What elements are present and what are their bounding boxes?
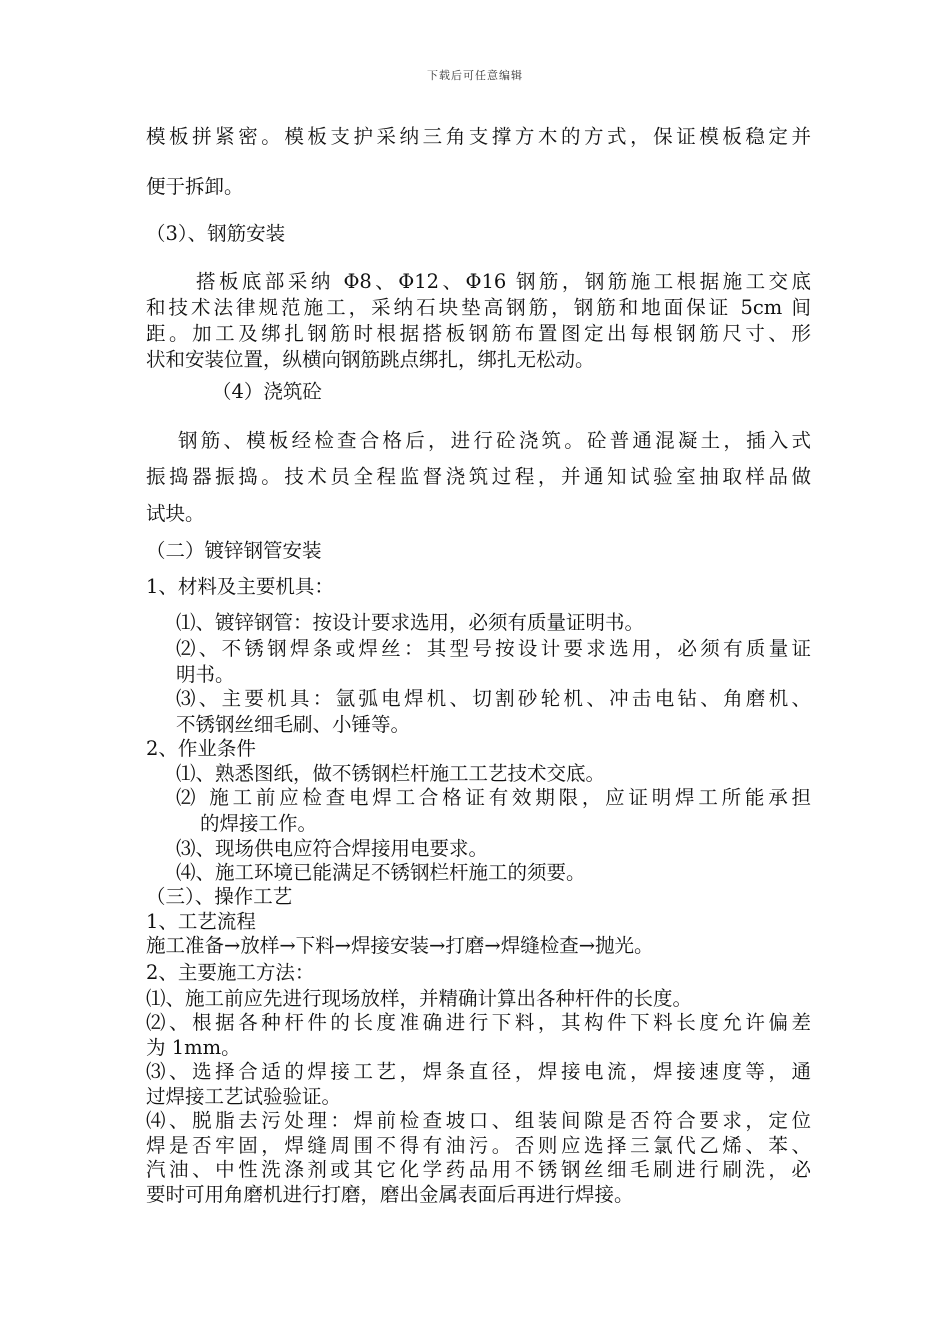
paragraph-line: 便于拆卸。: [146, 175, 244, 198]
list-item: ⑴、熟悉图纸，做不锈钢栏杆施工工艺技术交底。: [176, 762, 606, 785]
list-item: ⑵、根据各种杆件的长度准确进行下料，其构件下料长度允许偏差: [146, 1011, 811, 1034]
list-item: ⑵、不锈钢焊条或焊丝：其型号按设计要求选用，必须有质量证: [176, 637, 811, 660]
paragraph-line: 搭板底部采纳 Φ8、Φ12、Φ16 钢筋，钢筋施工根据施工交底: [196, 270, 811, 293]
subsection-heading: 1、工艺流程: [146, 910, 256, 933]
paragraph-line: 和技术法律规范施工，采纳石块垫高钢筋，钢筋和地面保证 5cm 间: [146, 296, 811, 319]
list-item-continuation: 过焊接工艺试验验证。: [146, 1085, 342, 1108]
paragraph-line: 振捣器振捣。技术员全程监督浇筑过程，并通知试验室抽取样品做: [146, 465, 811, 488]
subsection-heading: 2、作业条件: [146, 737, 256, 760]
section-heading: （三）、操作工艺: [146, 885, 293, 908]
list-item: ⑵ 施工前应检查电焊工合格证有效期限，应证明焊工所能承担: [176, 786, 811, 809]
list-item-continuation: 不锈钢丝细毛刷、小锤等。: [176, 713, 411, 736]
subsection-heading: 2、主要施工方法：: [146, 961, 315, 984]
list-item: ⑷、脱脂去污处理：焊前检查坡口、组装间隙是否符合要求，定位: [146, 1109, 811, 1132]
list-item: ⑷、施工环境已能满足不锈钢栏杆施工的须要。: [176, 861, 586, 884]
list-item: ⑶、选择合适的焊接工艺，焊条直径，焊接电流，焊接速度等，通: [146, 1060, 811, 1083]
list-item-continuation: 为 1mm。: [146, 1036, 241, 1059]
section-heading: （二）镀锌钢管安装: [146, 539, 322, 562]
section-heading: （3）、钢筋安装: [146, 222, 286, 245]
paragraph-line: 钢筋、模板经检查合格后，进行砼浇筑。砼普通混凝土，插入式: [178, 429, 811, 452]
header-note: 下载后可任意编辑: [427, 69, 523, 82]
list-item-continuation: 焊是否牢固，焊缝周围不得有油污。否则应选择三氯代乙烯、苯、: [146, 1134, 811, 1157]
section-heading: （4）浇筑砼: [212, 380, 322, 403]
paragraph-line: 状和安装位置，纵横向钢筋跳点绑扎，绑扎无松动。: [146, 348, 595, 371]
subsection-heading: 1、材料及主要机具：: [146, 575, 334, 598]
list-item: ⑴、镀锌钢管：按设计要求选用，必须有质量证明书。: [176, 611, 645, 634]
paragraph-line: 距。加工及绑扎钢筋时根据搭板钢筋布置图定出每根钢筋尺寸、形: [146, 322, 811, 345]
list-item: ⑴、施工前应先进行现场放样，并精确计算出各种杆件的长度。: [146, 987, 693, 1010]
list-item-continuation: 的焊接工作。: [200, 812, 318, 835]
paragraph-line: 模板拼紧密。模板支护采纳三角支撑方木的方式，保证模板稳定并: [146, 125, 811, 148]
process-flow: 施工准备→放样→下料→焊接安装→打磨→焊缝检查→抛光。: [146, 934, 654, 957]
paragraph-line: 试块。: [146, 502, 205, 525]
list-item-continuation: 汽油、中性洗涤剂或其它化学药品用不锈钢丝细毛刷进行刷洗，必: [146, 1158, 811, 1181]
list-item: ⑶、主要机具：氩弧电焊机、切割砂轮机、冲击电钻、角磨机、: [176, 687, 811, 710]
list-item: ⑶、现场供电应符合焊接用电要求。: [176, 837, 489, 860]
list-item-continuation: 要时可用角磨机进行打磨，磨出金属表面后再进行焊接。: [146, 1183, 634, 1206]
list-item-continuation: 明书。: [176, 663, 235, 686]
